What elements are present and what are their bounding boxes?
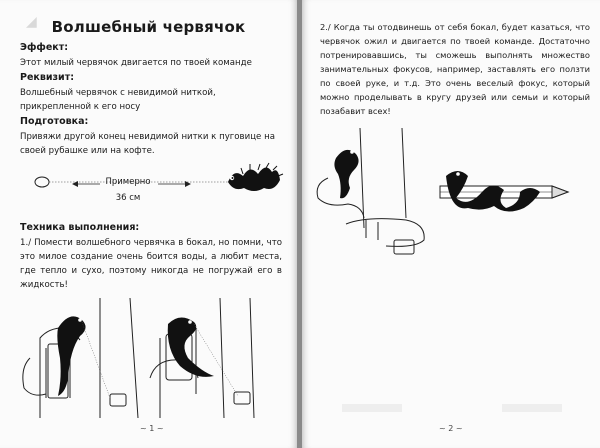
- page-right: [302, 0, 600, 448]
- worm-icon: [57, 316, 85, 396]
- technique-label: Техника выполнения:: [20, 222, 140, 233]
- prep-label: Подготовка:: [20, 116, 89, 127]
- dimension-label-2: 36 см: [115, 193, 141, 203]
- worm-icon: [228, 163, 283, 191]
- dimension-label-1: Примерно: [105, 177, 151, 187]
- corner-mark: ◢: [26, 14, 37, 30]
- footer-decoration: [502, 404, 562, 412]
- glass-illustration: [10, 298, 290, 418]
- props-label: Реквизит:: [20, 72, 75, 83]
- string-diagram: [28, 158, 288, 208]
- step1-text: 1./ Помести волшебного червячка в бокал, но помни, что это милое создание очень боится воды, а любит места, где тепло и сухо, поэтому никогда не погружай его в жидкость!: [20, 238, 282, 290]
- prep-text: Привяжи другой конец невидимой нитки к пуговице на своей рубашке или на кофте.: [20, 132, 275, 156]
- effect-text: Этот милый червячок двигается по твоей команде: [20, 58, 252, 68]
- effect-label: Эффект:: [20, 42, 69, 53]
- string-icon: [82, 322, 110, 398]
- page-left: [0, 0, 297, 448]
- page-number-2: ~ 2 ~: [439, 424, 463, 433]
- step2-text: 2./ Когда ты отодвинешь от себя бокал, будет казаться, что червячок ожил и двигается по твоей команде. Достаточно потренировавшись, ты сможешь выполнять множество занимательных фокусов, например, заставлять его ползти по своей руке, и т.д. Это очень веселый фокус, который можно проделывать в кругу друзей или семьи и который позабавит всех!: [320, 22, 590, 116]
- worm-icon: [446, 171, 540, 212]
- page-number-1: ~ 1 ~: [140, 424, 164, 433]
- string-icon: [194, 324, 238, 396]
- worm-icon: [168, 317, 214, 376]
- props-text: Волшебный червячок с невидимой ниткой, прикрепленной к его носу: [20, 88, 216, 112]
- button-loop-icon: [35, 177, 49, 187]
- worm-trick-illustration: [306, 128, 596, 268]
- footer-decoration: [342, 404, 402, 412]
- page-title: Волшебный червячок: [51, 18, 246, 36]
- worm-icon: [334, 150, 358, 198]
